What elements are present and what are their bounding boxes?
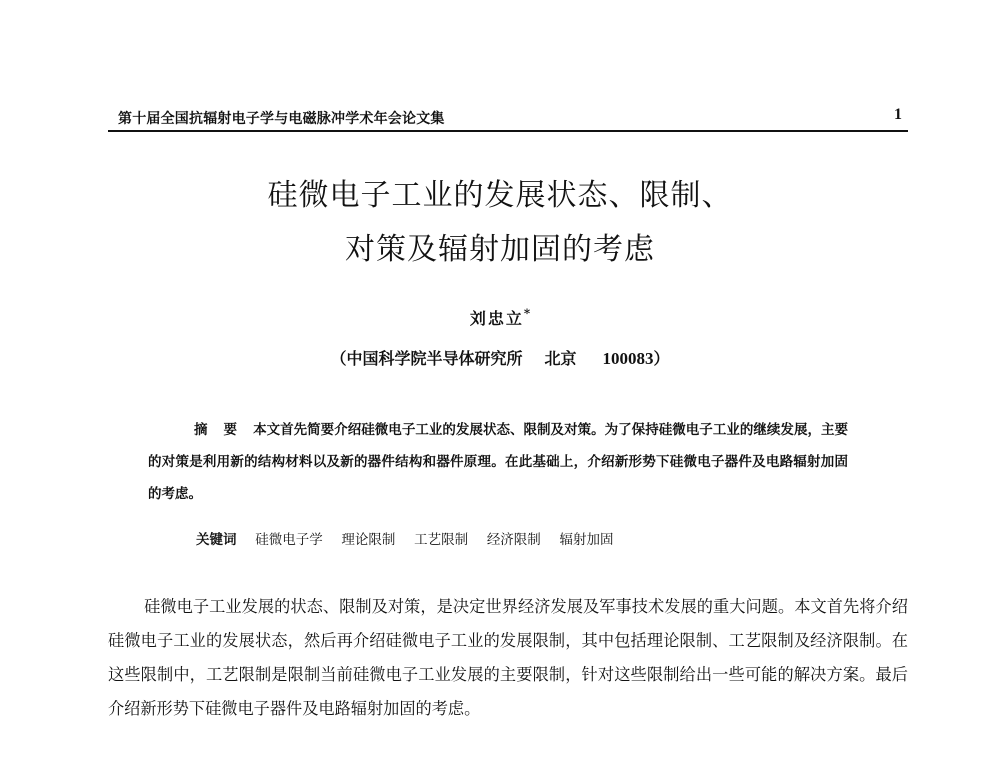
keyword-item: 硅微电子学 <box>255 532 323 548</box>
body-paragraph-1-text: 硅微电子工业发展的状态、限制及对策，是决定世界经济发展及军事技术发展的重大问题。本文首先将介绍硅微电子工业的发展状态，然后再介绍硅微电子工业的发展限制，其中包括理论限制、工艺限制及经济限制。在这些限制中，工艺限制是限制当前硅微电子工业发展的主要限制，针对这些限制给出一些可能的解决方案。最后介绍新形势下硅微电子器件及电路辐射加固的考虑。 <box>108 597 908 718</box>
abstract-block <box>148 414 848 510</box>
paper-title-line-1: 硅微电子工业的发展状态、限制、 <box>267 178 733 213</box>
affiliation-institute: 中国科学院半导体研究所 <box>346 349 523 368</box>
author-footnote-mark: * <box>523 306 531 321</box>
abstract-label: 摘要 <box>194 422 254 438</box>
paper-title-line-2: 对策及辐射加固的考虑 <box>345 232 655 267</box>
running-header <box>108 104 908 132</box>
keyword-item: 理论限制 <box>341 532 396 548</box>
author-line <box>0 306 1000 329</box>
affiliation-close-paren: ） <box>653 349 670 368</box>
page-number: 1 <box>894 106 902 123</box>
keyword-item: 工艺限制 <box>414 532 469 548</box>
abstract-text: 本文首先简要介绍硅微电子工业的发展状态、限制及对策。为了保持硅微电子工业的继续发展，主要的对策是利用新的结构材料以及新的器件结构和器件原理。在此基础上，介绍新形势下硅微电子器件及电路辐射加固的考虑。 <box>148 422 849 502</box>
keywords-label: 关键词 <box>196 532 237 548</box>
keywords-line <box>196 528 614 548</box>
affiliation-zip: 100083 <box>602 349 654 368</box>
affiliation-city: 北京 <box>544 349 577 368</box>
keyword-item: 辐射加固 <box>559 532 614 548</box>
body-paragraph-1 <box>108 590 908 726</box>
keyword-item: 经济限制 <box>486 532 541 548</box>
author-name: 刘忠立 <box>469 309 524 328</box>
affiliation-open-paren: （ <box>330 349 347 368</box>
affiliation-line <box>0 346 1000 369</box>
proceedings-title: 第十届全国抗辐射电子学与电磁脉冲学术年会论文集 <box>118 111 445 127</box>
